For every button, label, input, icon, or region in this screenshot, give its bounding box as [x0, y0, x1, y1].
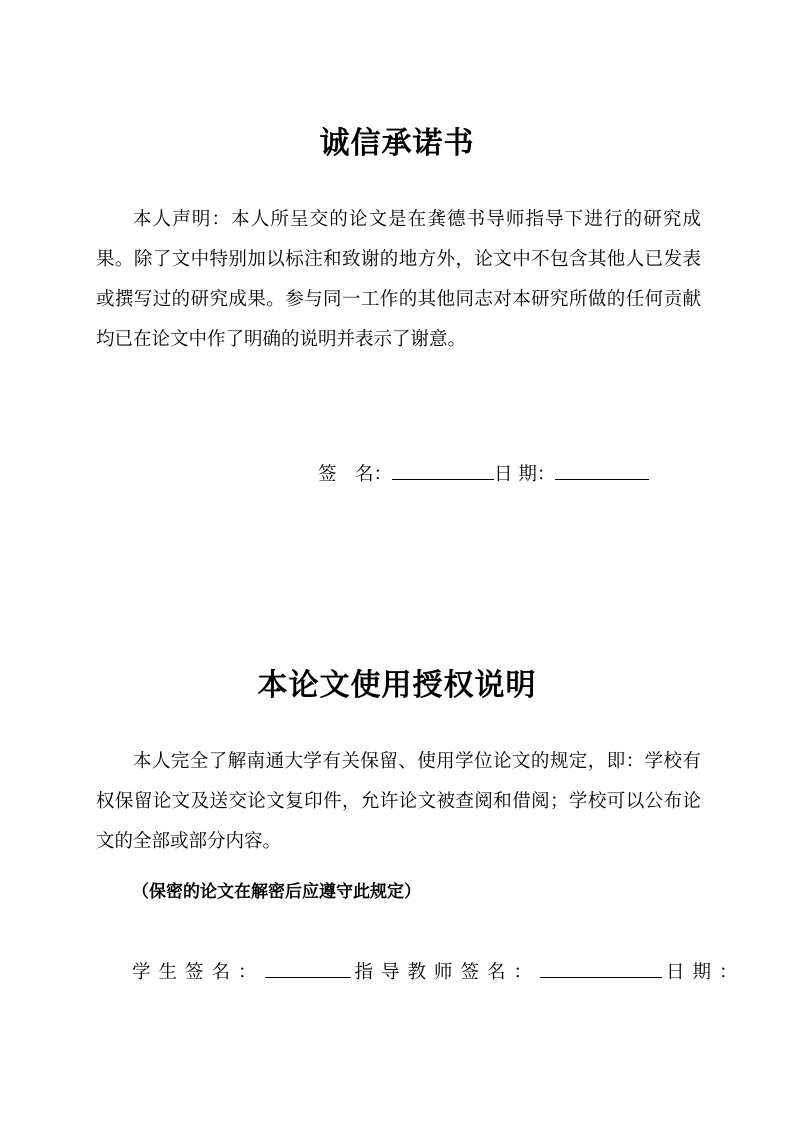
authorization-statement-text: 本人完全了解南通大学有关保留、使用学位论文的规定，即：学校有权保留论文及送交论文复印件，允许论文被查阅和借阅；学校可以公布论文的全部或部分内容。: [96, 751, 701, 852]
student-signature-blank[interactable]: [265, 959, 351, 978]
signature-label: 签 名：: [318, 464, 393, 485]
date-blank[interactable]: [555, 461, 649, 480]
authorization-statement: [96, 742, 701, 862]
integrity-signature-line: [318, 460, 649, 486]
authorization-signature-line: [132, 958, 746, 984]
advisor-signature-label: 指导教师签名：: [354, 962, 541, 983]
integrity-statement: [96, 200, 701, 360]
confidential-note: （保密的论文在解密后应遵守此规定）: [132, 882, 421, 902]
authorization-date-label: 日期：: [666, 962, 746, 983]
signature-blank[interactable]: [392, 461, 494, 480]
integrity-title: 诚信承诺书: [319, 126, 475, 161]
date-label: 日 期：: [494, 464, 556, 485]
advisor-signature-blank[interactable]: [540, 959, 662, 978]
integrity-statement-text: 本人声明：本人所呈交的论文是在龚德书导师指导下进行的研究成果。除了文中特别加以标注和致谢的地方外，论文中不包含其他人已发表或撰写过的研究成果。参与同一工作的其他同志对本研究所做的任何贡献均已在论文中作了明确的说明并表示了谢意。: [96, 209, 701, 350]
student-signature-label: 学生签名：: [132, 962, 265, 983]
authorization-title: 本论文使用授权说明: [257, 668, 537, 703]
